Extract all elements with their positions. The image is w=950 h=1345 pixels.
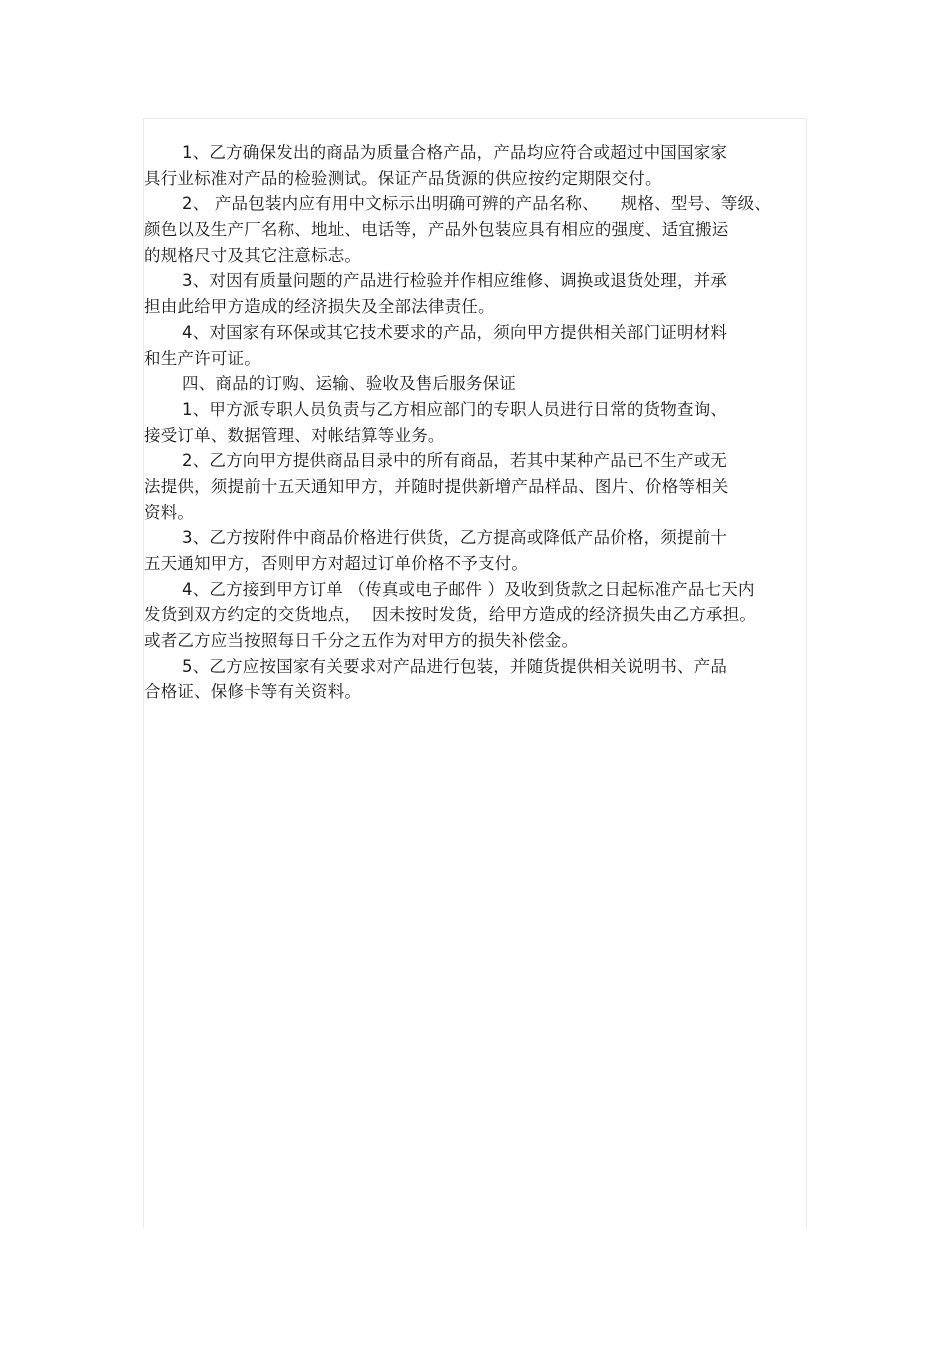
- text-line: 3、对因有质量问题的产品进行检验并作相应维修、调换或退货处理，并承: [182, 271, 728, 291]
- paragraph: [144, 191, 824, 268]
- text-line: 5、乙方应按国家有关要求对产品进行包装，并随货提供相关说明书、产品: [182, 656, 728, 676]
- text-line: 的规格尺寸及其它注意标志。: [144, 245, 362, 265]
- text-line: 四、商品的订购、运输、验收及售后服务保证: [182, 374, 516, 394]
- text-line: 4、对国家有环保或其它技术要求的产品，须向甲方提供相关部门证明材料: [182, 322, 728, 342]
- text-line: 资料。: [144, 502, 195, 522]
- text-line: 3、乙方按附件中商品价格进行供货，乙方提高或降低产品价格，须提前十: [182, 528, 728, 548]
- text-line: 法提供，须提前十五天通知甲方，并随时提供新增产品样品、图片、价格等相关: [144, 476, 729, 496]
- text-line: 五天通知甲方，否则甲方对超过订单价格不予支付。: [144, 554, 529, 573]
- paragraph: [144, 140, 824, 191]
- text-line: 合格证、保修卡等有关资料。: [144, 682, 362, 702]
- section-heading: [144, 371, 824, 397]
- paragraph: [144, 448, 824, 525]
- text-line: 1、甲方派专职人员负责与乙方相应部门的专职人员进行日常的货物查询、: [182, 399, 728, 419]
- paragraph: [144, 320, 824, 371]
- text-line: 或者乙方应当按照每日千分之五作为对甲方的损失补偿金。: [144, 631, 579, 651]
- paragraph: [144, 268, 824, 319]
- text-line: 发货到双方约定的交货地点， 因未按时发货，给甲方造成的经济损失由乙方承担。: [144, 605, 757, 625]
- text-line: 2、乙方向甲方提供商品目录中的所有商品，若其中某种产品已不生产或无: [182, 451, 728, 471]
- paragraph: [144, 397, 824, 448]
- text-line: 2、 产品包装内应有用中文标示出明确可辨的产品名称、 规格、型号、等级、: [182, 194, 772, 214]
- text-line: 1、乙方确保发出的商品为质量合格产品，产品均应符合或超过中国国家家: [182, 143, 728, 162]
- document-body: [144, 140, 824, 705]
- text-line: 接受订单、数据管理、对帐结算等业务。: [144, 425, 445, 445]
- text-line: 和生产许可证。: [144, 348, 261, 368]
- paragraph: [144, 654, 824, 705]
- paragraph: [144, 525, 824, 576]
- text-line: 颜色以及生产厂名称、地址、电话等，产品外包装应具有相应的强度、适宜搬运: [144, 220, 729, 240]
- text-line: 担由此给甲方造成的经济损失及全部法律责任。: [144, 297, 495, 317]
- paragraph: [144, 577, 824, 654]
- text-line: 具行业标准对产品的检验测试。保证产品货源的供应按约定期限交付。: [144, 168, 662, 188]
- text-line: 4、乙方接到甲方订单 （传真或电子邮件 ）及收到货款之日起标准产品七天内: [182, 579, 755, 599]
